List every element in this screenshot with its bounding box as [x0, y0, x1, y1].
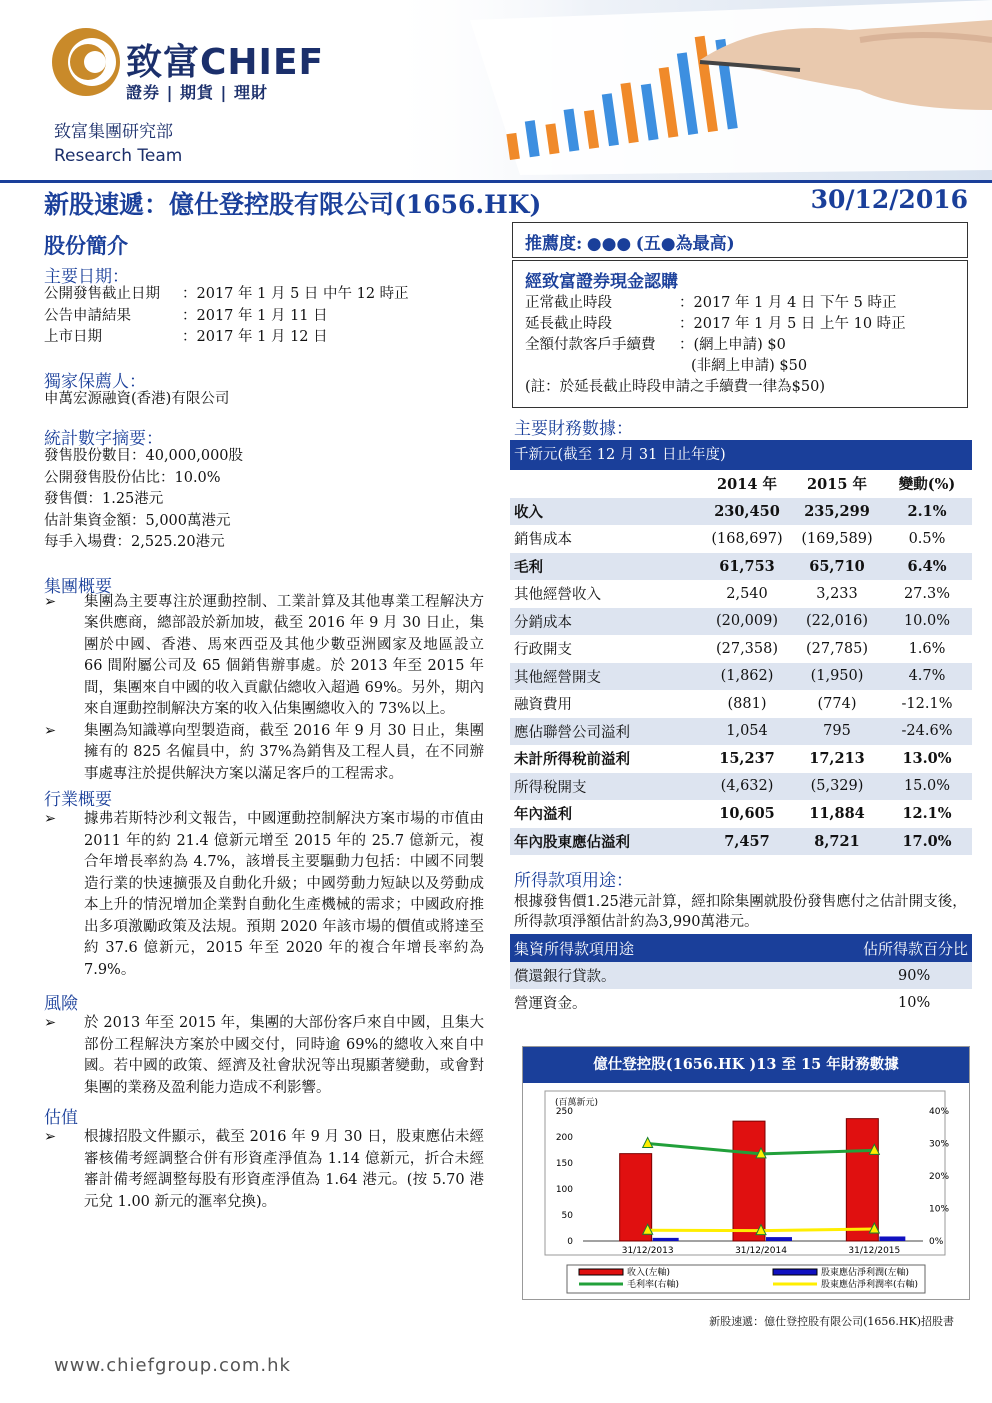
- industry-bullets: [44, 809, 484, 981]
- subscription-title: 經致富證券現金認購: [525, 272, 678, 292]
- bullet-arrow-icon: ➢: [44, 1129, 57, 1145]
- stat-line: 每手入場費：2,525.20港元: [44, 534, 225, 550]
- stats-title: 統計數字摘要：: [44, 429, 163, 449]
- financial-value: (5,329): [810, 778, 864, 795]
- financial-value: 15.0%: [903, 778, 951, 795]
- bullet-arrow-icon: ➢: [44, 722, 57, 739]
- financial-value: 2.1%: [907, 502, 947, 520]
- financial-row: [510, 553, 972, 581]
- financial-row: [510, 663, 972, 691]
- financial-value: 17.0%: [902, 832, 952, 850]
- logo-text: 致富CHIEF: [126, 42, 325, 83]
- financial-value: 10.0%: [903, 613, 951, 630]
- kv-value: ：2017 年 1 月 12 日: [182, 329, 328, 345]
- bullet-text: 集團為知識導向型製造商，截至 2016 年 9 月 30 日止，集團擁有的 825 名僱員中，約 37%為銷售及工程人員，在不同辦事處專注於提供解決方案以滿足客戶的工程需求。: [84, 722, 484, 782]
- financial-value: 1,054: [726, 723, 768, 740]
- use-text: 根據發售價1.25港元計算，經扣除集團就股份發售應付之估計開支後，所得款項淨額估計約為3,990萬港元。: [514, 894, 967, 930]
- title-rule: [0, 180, 992, 183]
- subscription-box: [512, 260, 968, 408]
- financial-label: 其他經營開支: [514, 669, 601, 686]
- financial-row: [510, 718, 972, 746]
- financial-value: 235,299: [804, 502, 870, 520]
- financial-row: [510, 773, 972, 801]
- financial-value: (169,589): [801, 530, 873, 547]
- group-bullets: [44, 592, 484, 786]
- bullet-item: [44, 809, 484, 981]
- financial-value: 3,233: [816, 585, 858, 602]
- financial-label: 融資費用: [514, 697, 572, 714]
- financial-value: -24.6%: [901, 723, 953, 740]
- financial-label: 其他經營收入: [514, 587, 601, 604]
- kv-value: ：2017 年 1 月 11 日: [182, 307, 328, 324]
- financial-label: 毛利: [514, 558, 543, 576]
- logo-mark: [52, 28, 120, 96]
- department-en: Research Team: [54, 146, 183, 166]
- financial-row: [510, 580, 972, 608]
- financial-value: 2,540: [726, 585, 768, 602]
- bar-profit: [766, 1237, 792, 1241]
- financial-label: 行政開支: [514, 642, 572, 659]
- stat-line: 估計集資金額：5,000萬港元: [44, 512, 231, 529]
- financial-value: (774): [817, 695, 857, 712]
- bullet-text: 集團為主要專注於運動控制、工業計算及其他專業工程解決方案供應商，總部設於新加坡，截至 2016 年 9 月 30 日止，集團於中國、香港、馬來西亞及其他少數亞洲國家及地區設立 66 間附屬公司及 65 個銷售辦事處。於 2013 年至 2015 年間，集團來自中國的收入貢獻佔總收入超過 69%。另外，期內來自運動控制解決方案的收入佔集團總收入的 73%以上。: [84, 593, 484, 717]
- y-tick-label: 0: [567, 1237, 573, 1247]
- y-tick-label: 250: [555, 1107, 573, 1117]
- kv-row: [44, 327, 484, 349]
- financial-value: 17,213: [809, 750, 865, 768]
- kv-key: 公開發售截止日期: [44, 286, 160, 302]
- financial-table-wrap: [510, 440, 972, 855]
- financial-value: 15,237: [719, 750, 775, 768]
- risk-title: 風險: [44, 994, 78, 1014]
- kv-value: ：2017 年 1 月 4 日 下午 5 時正: [679, 295, 897, 311]
- y2-tick-label: 0%: [929, 1237, 944, 1247]
- valuation-title: 估值: [44, 1108, 78, 1128]
- chart-svg: [523, 1083, 969, 1299]
- bullet-arrow-icon: ➢: [44, 1015, 57, 1031]
- bullet-arrow-icon: ➢: [44, 593, 57, 610]
- y2-tick-label: 40%: [929, 1107, 950, 1117]
- financial-value: (1,862): [720, 668, 774, 685]
- financial-value: 6.4%: [907, 557, 947, 575]
- bar-profit: [653, 1238, 679, 1241]
- use-purpose: 償還銀行貸款。: [514, 969, 616, 985]
- legend-label: 股東應佔淨利潤率(右軸): [821, 1280, 919, 1290]
- bullet-item: [44, 721, 484, 786]
- financial-value: (1,950): [810, 668, 864, 685]
- x-tick-label: 31/12/2013: [621, 1246, 674, 1256]
- financial-value: 1.6%: [908, 640, 946, 657]
- financial-value: 230,450: [714, 502, 780, 520]
- financial-header-row: [510, 470, 972, 498]
- bar-revenue: [733, 1121, 765, 1241]
- legend-label: 毛利率(右軸): [627, 1280, 680, 1290]
- kv-key: 上市日期: [44, 329, 102, 345]
- financial-value: 61,753: [719, 557, 775, 575]
- group-title: 集團概要: [44, 576, 112, 597]
- financial-value: (168,697): [711, 530, 783, 547]
- bullet-item: [44, 1013, 484, 1099]
- use-header-percent: 佔所得款百分比: [862, 939, 968, 958]
- financial-header-cell: 2015 年: [807, 476, 867, 494]
- department-cn: 致富集團研究部: [54, 122, 173, 142]
- bullet-text: 據弗若斯特沙利文報告，中國運動控制解決方案市場的市值由 2011 年的約 21.4 億新元增至 2015 年的 25.7 億新元，複合年增長率約為 4.7%，該增長主要驅動力包括：中國不同製造行業的快速擴張及自動化升級；中國勞動力短缺以及勞動成本上升的情況增加企業對自動化生產機械的需求；中國政府推出多項激勵政策及法規。預期 2020 年該市場的價值或將達至約 37.6 億新元，2015 年至 2020 年的複合年增長率約為 7.9%。: [84, 811, 484, 978]
- subscription-rows: [525, 293, 955, 356]
- financial-value: (22,016): [805, 613, 869, 630]
- industry-title: 行業概要: [44, 790, 112, 810]
- financial-label: 分銷成本: [514, 614, 572, 631]
- y2-tick-label: 10%: [929, 1204, 950, 1215]
- source-note: 新股速遞：億仕登控股有限公司(1656.HK)招股書: [709, 1315, 954, 1328]
- use-header-purpose: 集資所得款項用途: [514, 939, 635, 958]
- chart-frame: [522, 1046, 970, 1300]
- financial-value: 12.1%: [902, 805, 952, 823]
- financial-header-cell: 變動(%): [898, 476, 956, 494]
- financial-value: 10,605: [719, 805, 775, 823]
- financial-row: [510, 828, 972, 856]
- use-title: 所得款項用途：: [514, 871, 633, 891]
- bullet-item: [44, 592, 484, 721]
- kv-key: 公告申請結果: [44, 307, 131, 324]
- bar-profit: [879, 1236, 905, 1241]
- rating-box: [512, 222, 968, 258]
- financial-value: 8,721: [814, 832, 860, 850]
- financial-row: [510, 800, 972, 828]
- stat-line: 發售股份數目：40,000,000股: [44, 448, 244, 464]
- chart-title: 億仕登控股(1656.HK )13 至 15 年財務數據: [523, 1047, 969, 1083]
- financial-value: 0.5%: [908, 530, 946, 547]
- bullet-text: 根據招股文件顯示，截至 2016 年 9 月 30 日，股東應佔未經審核備考經調整合併有形資產淨值為 1.14 億新元，折合未經審計備考經調整每股有形資產淨值為 1.64 港元。(按 5.70 港元兌 1.00 新元的滙率兌換)。: [84, 1129, 484, 1210]
- legend-label: 收入(左軸): [627, 1268, 671, 1278]
- financial-value: 27.3%: [903, 585, 951, 602]
- department: [54, 120, 182, 168]
- financial-label: 銷售成本: [514, 532, 572, 549]
- financial-header-cell: [510, 470, 702, 498]
- bar-revenue: [846, 1119, 878, 1241]
- risk-bullets: [44, 1013, 484, 1099]
- financial-row: [510, 525, 972, 553]
- legend-swatch: [579, 1269, 623, 1275]
- kv-key: 延長截止時段: [525, 316, 612, 332]
- bullet-arrow-icon: ➢: [44, 811, 57, 827]
- stat-line: 發售價：1.25港元: [44, 491, 164, 507]
- use-row: [510, 989, 972, 1016]
- rating-dots: ●●●: [586, 234, 632, 254]
- subscription-note: (註：於延長截止時段申請之手續費一律為$50): [525, 379, 825, 395]
- x-tick-label: 31/12/2014: [735, 1246, 787, 1256]
- financial-value: 795: [823, 723, 851, 740]
- dates-title: 主要日期：: [44, 267, 129, 287]
- use-percent: 10%: [898, 994, 931, 1011]
- footer-url[interactable]: www.chiefgroup.com.hk: [54, 1355, 291, 1376]
- kv-value: ：(網上申請) $0: [679, 337, 786, 353]
- y2-tick-label: 20%: [929, 1172, 950, 1182]
- y2-tick-label: 30%: [929, 1139, 950, 1150]
- financial-label: 所得稅開支: [514, 779, 587, 796]
- use-table: [510, 934, 972, 1016]
- kv-value: ：2017 年 1 月 5 日 上午 10 時正: [679, 316, 906, 332]
- stats-list: [44, 446, 484, 554]
- financial-row: [510, 745, 972, 773]
- bullet-item: [44, 1127, 484, 1213]
- financial-value: 11,884: [809, 805, 865, 823]
- kv-row: [525, 293, 955, 314]
- legend-swatch: [773, 1269, 817, 1275]
- valuation-bullets: [44, 1127, 484, 1213]
- legend-label: 股東應佔淨利潤(左軸): [821, 1268, 910, 1278]
- financial-value: 7,457: [724, 832, 770, 850]
- financial-value: 65,710: [809, 557, 865, 575]
- financial-label: 年內溢利: [514, 806, 572, 824]
- left-column: [44, 230, 484, 1213]
- financial-label: 年內股東應佔溢利: [514, 833, 630, 851]
- rating-label: 推薦度:: [525, 234, 583, 254]
- financial-value: (4,632): [720, 778, 774, 795]
- stat-line: 公開發售股份佔比：10.0%: [44, 469, 221, 486]
- kv-key: 正常截止時段: [525, 295, 612, 311]
- sponsor-title: 獨家保薦人：: [44, 371, 146, 392]
- kv-row: [44, 284, 484, 306]
- rating-note: (五●為最高): [635, 234, 735, 254]
- financial-row: [510, 608, 972, 636]
- use-purpose: 營運資金。: [514, 996, 587, 1012]
- kv-key: 全額付款客戶手續費: [525, 337, 656, 353]
- y-tick-label: 200: [555, 1133, 573, 1143]
- profile-title: 股份簡介: [44, 233, 128, 258]
- financial-row: [510, 690, 972, 718]
- document-date: 30/12/2016: [810, 185, 968, 214]
- financial-table: [510, 470, 972, 855]
- kv-row: [525, 314, 955, 335]
- y-tick-label: 50: [561, 1211, 573, 1221]
- kv-value: ：2017 年 1 月 5 日 中午 12 時正: [182, 286, 409, 302]
- subscription-extra: (非網上申請) $50: [691, 358, 808, 374]
- financial-label: 收入: [514, 503, 543, 521]
- financial-label: 未計所得稅前溢利: [514, 751, 630, 769]
- sponsor-name: 申萬宏源融資(香港)有限公司: [44, 390, 230, 407]
- logo-subtitle: 證券 | 期貨 | 理財: [126, 83, 268, 102]
- y-tick-label: 100: [555, 1185, 573, 1195]
- financial-label: 應佔聯營公司溢利: [514, 724, 630, 741]
- use-percent: 90%: [898, 967, 931, 984]
- financial-value: 4.7%: [908, 668, 946, 685]
- financial-value: (881): [727, 695, 767, 712]
- financial-row: [510, 498, 972, 526]
- kv-row: [44, 306, 484, 328]
- financial-title: 主要財務數據：: [514, 419, 633, 439]
- financial-row: [510, 635, 972, 663]
- key-dates: [44, 284, 484, 349]
- financial-value: (27,785): [805, 640, 869, 657]
- financial-value: 13.0%: [902, 750, 952, 768]
- financial-value: (20,009): [715, 613, 779, 630]
- financial-value: -12.1%: [901, 695, 953, 712]
- document-title: 新股速遞：億仕登控股有限公司(1656.HK): [44, 190, 542, 219]
- y-tick-label: 150: [555, 1159, 573, 1169]
- use-table-header: [510, 934, 972, 962]
- y-axis-label: (百萬新元): [555, 1098, 599, 1108]
- financial-value: (27,358): [715, 640, 779, 657]
- financial-header-cell: 2014 年: [717, 476, 777, 494]
- financial-caption: 千新元(截至 12 月 31 日止年度): [510, 440, 972, 470]
- bullet-text: 於 2013 年至 2015 年，集團的大部份客戶來自中國，且集大部份工程解決方案於中國交付，同時逾 69%的總收入來自中國。若中國的政策、經濟及社會狀況等出現顯著變動，或會對集團的業務及盈利能力造成不利影響。: [84, 1015, 484, 1096]
- kv-row: [525, 335, 955, 356]
- x-tick-label: 31/12/2015: [848, 1246, 901, 1256]
- use-row: [510, 962, 972, 989]
